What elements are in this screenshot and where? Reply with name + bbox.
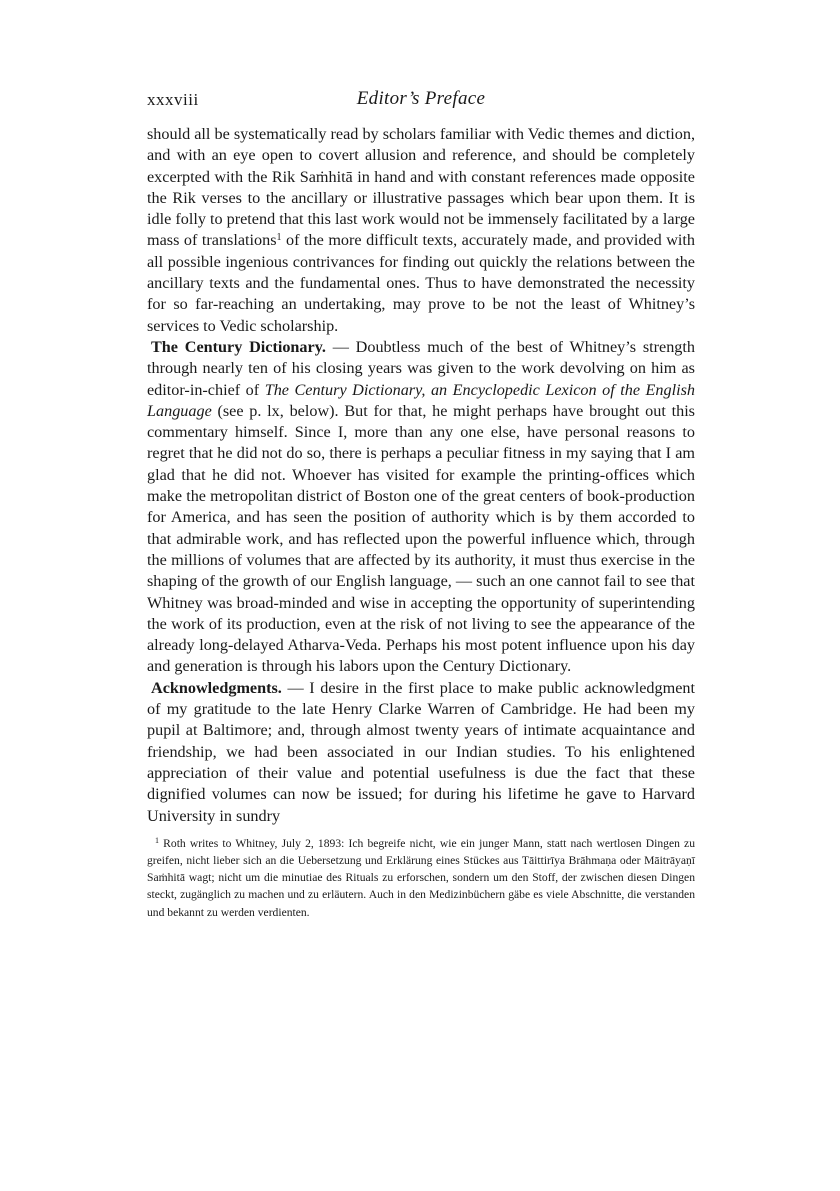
- section-heading-century-dictionary: The Century Dictionary.: [151, 337, 326, 356]
- paragraph-text: of the more difficult texts, accurately made, and provided with all possible ingenious contrivances for finding out quickly the relations between the ancillary texts and the fundamental ones. Thus to have demonstrated the necessity for so far-reaching an undertaking, may prove to be not the least of Whitney’s services to Vedic scholarship.: [147, 231, 695, 335]
- paragraph-text: — Doubtless much of the best of Whitney’s strength through nearly ten of his closing years was given to the work devolving on him as editor-in-chief of: [147, 337, 695, 399]
- footnote-text: Roth writes to Whitney, July 2, 1893: Ich begreife nicht, wie ein junger Mann, statt nach wertlosen Dingen zu greifen, nicht lieber sich an die Uebersetzung und Erklärung eines Stückes aus Tāittirīya Brāhmaṇa oder Māitrāyaṇī Saṁhitā wagt; nicht um die minutiae des Rituals zu erforschen, sondern um den Stoff, der zwischen diesen Dingen steckt, zugänglich zu machen und zu erläutern. Auch in den Medizinbüchern gäbe es viele Abschnitte, die verstanden und bekannt zu werden verdienten.: [147, 836, 695, 919]
- section-heading-acknowledgments: Acknowledgments.: [151, 678, 282, 697]
- paragraph-century-dictionary: [147, 337, 695, 678]
- paragraph-acknowledgments: [147, 678, 695, 827]
- page-number: xxxviii: [147, 90, 199, 109]
- paragraph-text: — I desire in the first place to make public acknowledgment of my gratitude to the late Henry Clarke Warren of Cambridge. He had been my pupil at Baltimore; and, through almost twenty years of intimate acquaintance and friendship, we had been associated in our Indian studies. To his enlightened appreciation of their value and potential usefulness is due the fact that these dignified volumes can now be issued; for during his lifetime he gave to Harvard University in sundry: [147, 678, 695, 825]
- body-text: [147, 124, 695, 827]
- book-title: The Century Dictionary, an Encyclopedic Lexicon of the English Language: [147, 380, 695, 420]
- page-header: [147, 86, 695, 116]
- footnotes: [147, 835, 695, 921]
- footnote-reference[interactable]: 1: [276, 232, 282, 244]
- paragraph-continuation: [147, 124, 695, 337]
- book-page: [147, 86, 695, 921]
- paragraph-text: (see p. lx, below). But for that, he might perhaps have brought out this commentary himself. Since I, more than any one else, have personal reasons to regret that he did not do so, there is perhaps a peculiar fitness in my saying that I am glad that he did not. Whoever has visited for example the printing-offices which make the metropolitan district of Boston one of the great centers of book-production for America, and has seen the position of authority which is by them accorded to that admirable work, and has reflected upon the powerful influence which, through the millions of volumes that are affected by its authority, it must thus exercise in the shaping of the growth of our English language, — such an one cannot fail to see that Whitney was broad-minded and wise in accepting the opportunity of superintending the work of its production, even at the risk of not living to see the appearance of the already long-delayed Atharva-Veda. Perhaps his most potent influence upon his day and generation is through his labors upon the Century Dictionary.: [147, 401, 695, 676]
- running-title: Editor’s Preface: [356, 88, 486, 109]
- footnote: [147, 835, 695, 921]
- paragraph-text: should all be systematically read by scholars familiar with Vedic themes and diction, and with an eye open to covert allusion and reference, and should be completely excerpted with the Rik Saṁhitā in hand and with constant references made opposite the Rik verses to the ancillary or illustrative passages which bear upon them. It is idle folly to pretend that this last work would not be immensely facilitated by a large mass of translations: [147, 125, 695, 250]
- footnote-marker: 1: [155, 835, 159, 845]
